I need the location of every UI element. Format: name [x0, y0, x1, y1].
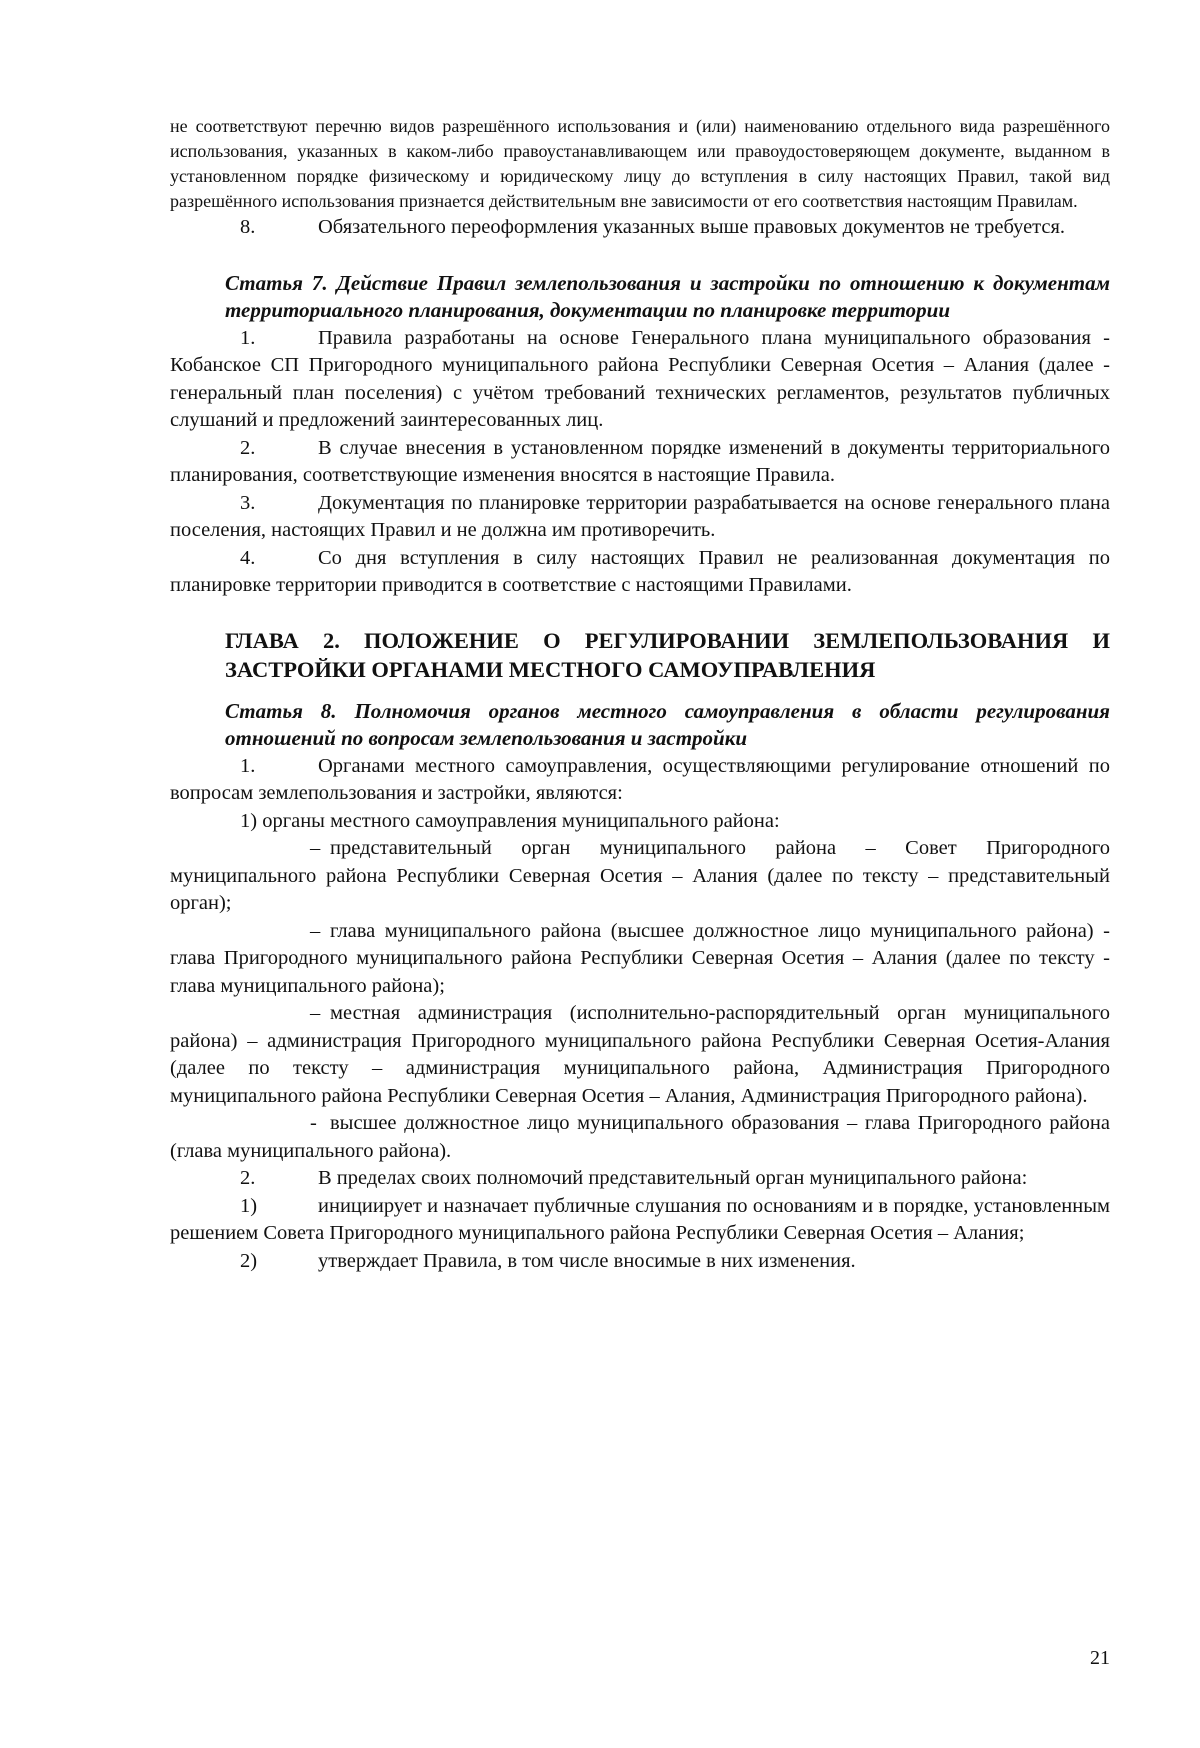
item-number: 2.: [240, 1167, 256, 1189]
intro-continuation: не соответствуют перечню видов разрешённого использования и (или) наименованию отдельного вида разрешённого использования, указанных в каком-либо правоустанавливающем или правоудостоверяющем документе, выданном в установленном порядке физическому и юридическому лицу до вступления в силу настоящих Правил, такой вид разрешённого использования признается действительным вне зависимости от его соответствия настоящим Правилам.: [170, 116, 1110, 211]
dash-text: глава муниципального района (высшее должностное лицо муниципального района) - глава Пригородного муниципального района Республики Северная Осетия – Алания (далее по тексту - глава муниципального района);: [170, 919, 1110, 997]
dash-text: представительный орган муниципального района – Совет Пригородного муниципального района Республики Северная Осетия – Алания (далее по тексту – представительный орган);: [170, 837, 1110, 914]
article-8-para-2: [170, 1165, 1110, 1193]
item-number: 3.: [240, 491, 256, 514]
article-8-title: Статья 8. Полномочия органов местного самоуправления в области регулирования отношений по вопросам землепользования и застройки: [225, 698, 1110, 750]
dash-mark: -: [310, 1112, 317, 1134]
article-8-dash-3: [170, 1000, 1110, 1110]
item-text: Обязательного переоформления указанных выше правовых документов не требуется.: [318, 216, 1066, 238]
dash-text: высшее должностное лицо муниципального образования – глава Пригородного района (глава муниципального района).: [170, 1112, 1110, 1162]
item-number: 1.: [240, 326, 256, 349]
article-7-item-4: [170, 545, 1110, 600]
article-8-dash-2: [170, 918, 1110, 1001]
dash-mark: –: [310, 919, 321, 942]
page-number: 21: [1090, 1647, 1110, 1669]
article-7-item-1: [170, 325, 1110, 435]
item-number: 1.: [240, 754, 256, 777]
article-8-sub-1: 1) органы местного самоуправления муниципального района:: [240, 809, 780, 832]
intro-item-8: [170, 214, 1110, 242]
item-number: 4.: [240, 546, 256, 569]
dash-text: местная администрация (исполнительно-распорядительный орган муниципального района) – администрация Пригородного муниципального района Республики Северная Осетия-Алания (далее по тексту – администрация муниципального района, Администрация Пригородного муниципального района Республики Северная Осетия – Алания, Администрация Пригородного района).: [170, 1002, 1110, 1107]
article-8-dash-4: [170, 1110, 1110, 1165]
item-text: Правила разработаны на основе Генерального плана муниципального образования - Кобанское СП Пригородного муниципального района Республики Северная Осетия – Алания (далее - генеральный план поселения) с учётом требований технических регламентов, результатов публичных слушаний и предложений заинтересованных лиц.: [170, 326, 1110, 431]
article-7-item-3: [170, 490, 1110, 545]
item-text: Органами местного самоуправления, осуществляющими регулирование отношений по вопросам землепользования и застройки, являются:: [170, 754, 1110, 804]
item-number: 2.: [240, 436, 256, 459]
item-text: В пределах своих полномочий представительный орган муниципального района:: [318, 1167, 1028, 1189]
item-text: Документация по планировке территории разрабатывается на основе генерального плана поселения, настоящих Правил и не должна им противоречить.: [170, 491, 1110, 541]
item-text: инициирует и назначает публичные слушания по основаниям и в порядке, установленным решением Совета Пригородного муниципального района Республики Северная Осетия – Алания;: [170, 1194, 1110, 1244]
item-number: 2): [240, 1249, 258, 1272]
document-page: [170, 114, 1110, 1275]
article-8-para-2-item-2: [170, 1248, 1110, 1276]
item-number: 8.: [240, 216, 256, 238]
chapter-2-title: ГЛАВА 2. ПОЛОЖЕНИЕ О РЕГУЛИРОВАНИИ ЗЕМЛЕПОЛЬЗОВАНИЯ И ЗАСТРОЙКИ ОРГАНАМИ МЕСТНОГО САМОУПРАВЛЕНИЯ: [225, 627, 1110, 682]
item-text: В случае внесения в установленном порядке изменений в документы территориального планирования, соответствующие изменения вносятся в настоящие Правила.: [170, 436, 1110, 486]
item-number: 1): [240, 1194, 258, 1217]
dash-mark: –: [310, 1002, 321, 1024]
article-7-title: Статья 7. Действие Правил землепользования и застройки по отношению к документам территориального планирования, документации по планировке территории: [225, 270, 1110, 322]
article-8-para-2-item-1: [170, 1193, 1110, 1248]
article-7-item-2: [170, 435, 1110, 490]
item-text: утверждает Правила, в том числе вносимые в них изменения.: [318, 1249, 856, 1272]
article-8-dash-1: [170, 835, 1110, 918]
dash-mark: –: [310, 837, 321, 859]
article-8-para-1: [170, 753, 1110, 808]
item-text: Со дня вступления в силу настоящих Правил не реализованная документация по планировке территории приводится в соответствие с настоящими Правилами.: [170, 546, 1110, 596]
